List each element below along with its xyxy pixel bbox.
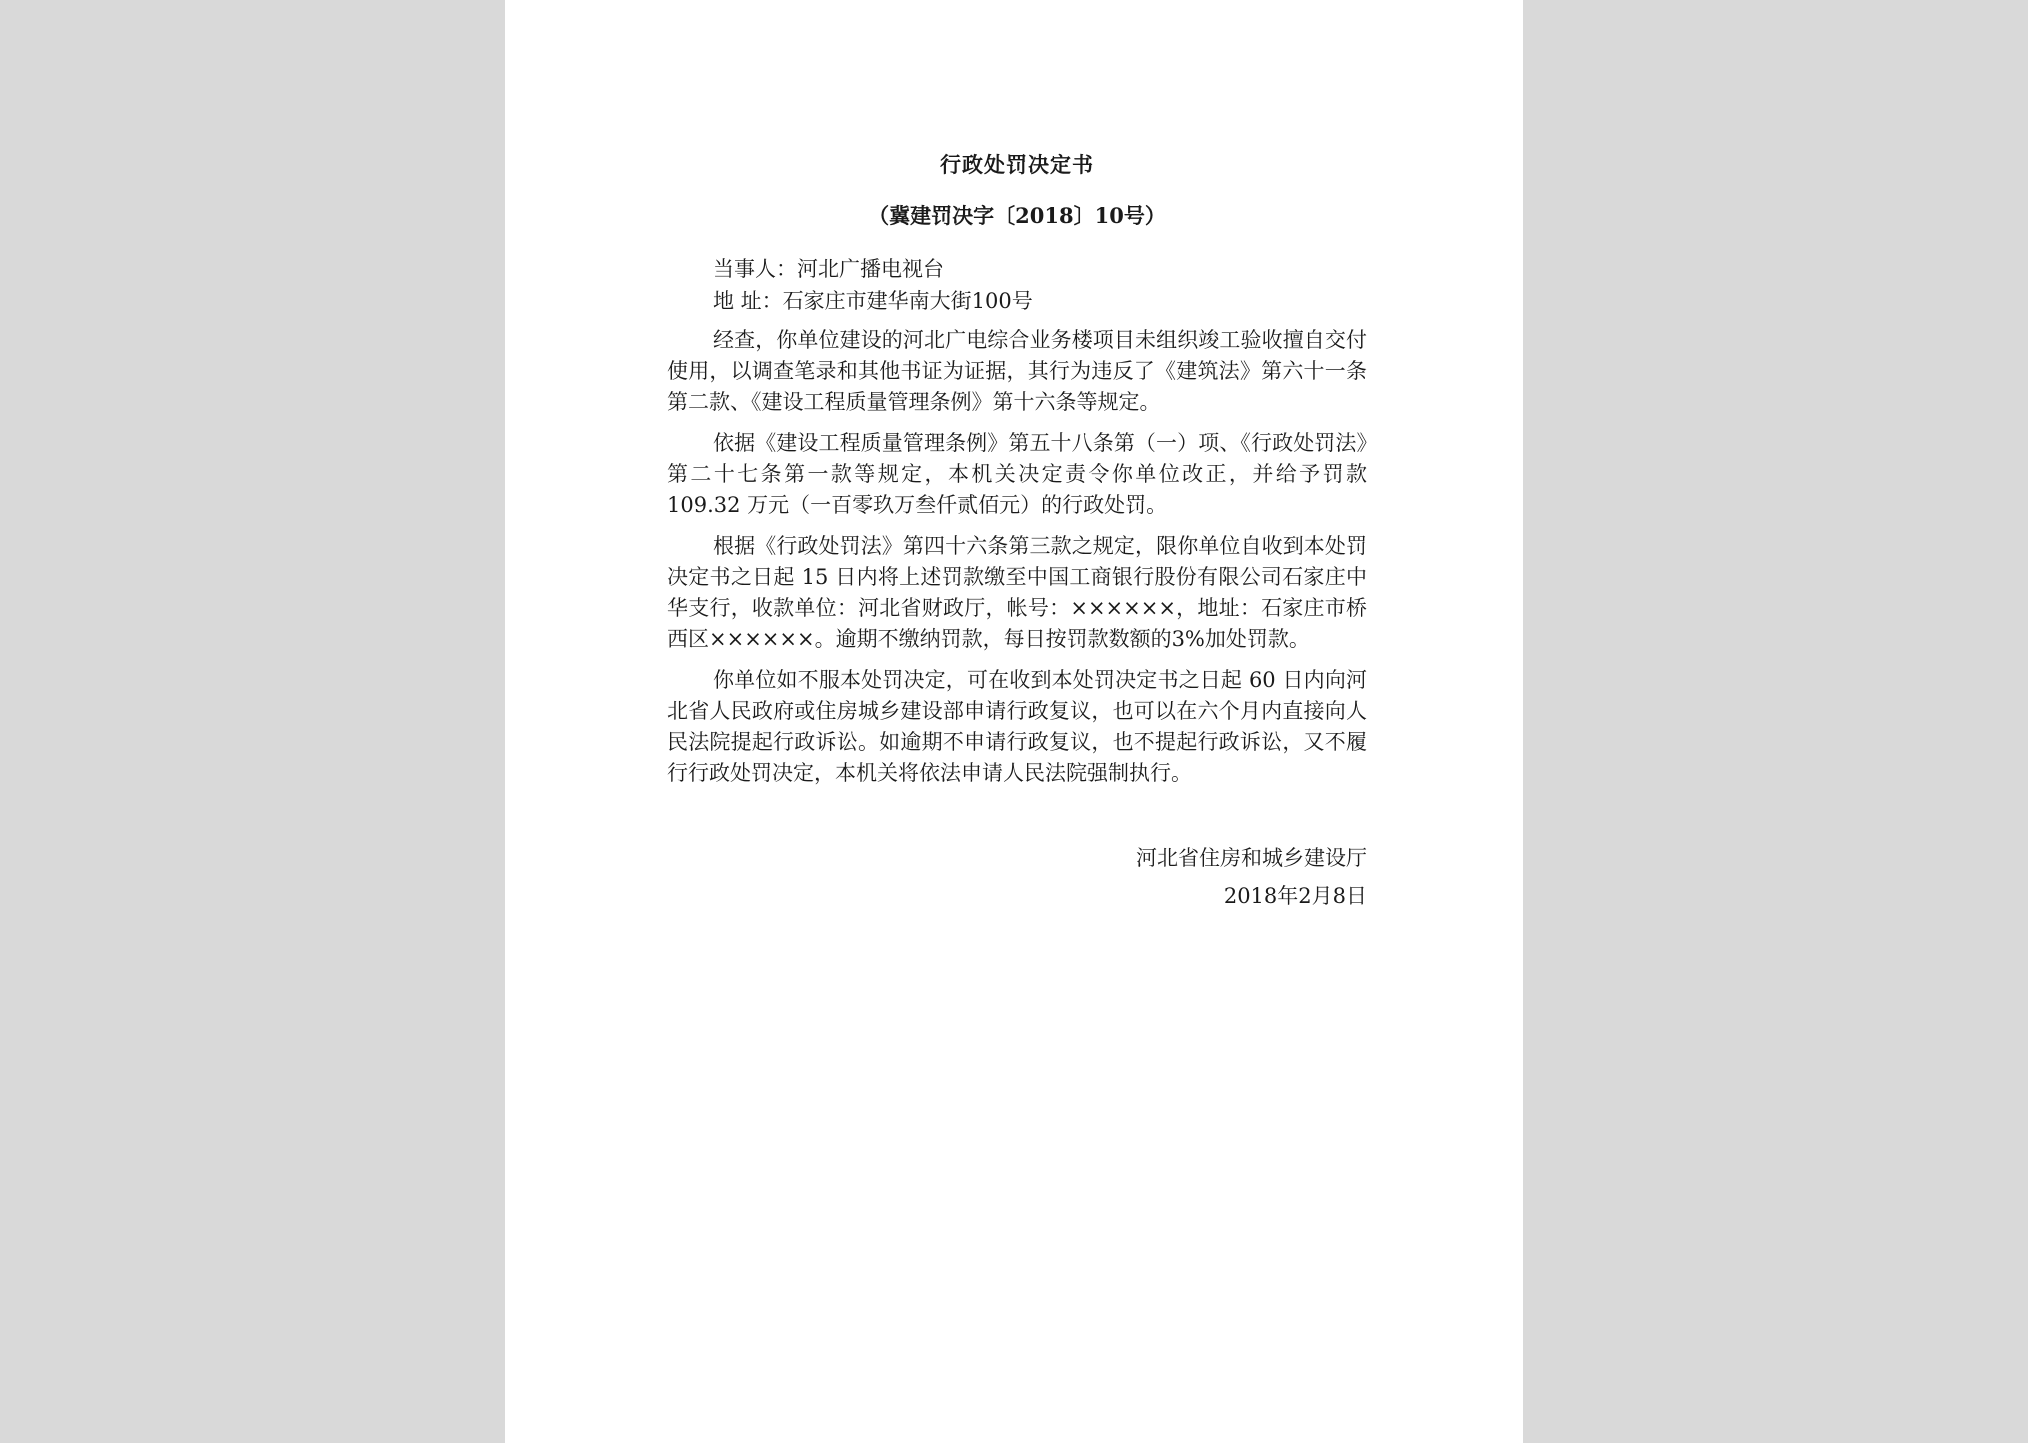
- payment-paragraph: 根据《行政处罚法》第四十六条第三款之规定，限你单位自收到本处罚决定书之日起 15 日内将上述罚款缴至中国工商银行股份有限公司石家庄中华支行，收款单位：河北省财政厅，帐号：××××××，地址：石家庄市桥西区××××××。逾期不缴纳罚款，每日按罚款数额的3%加处罚款。: [667, 534, 1367, 651]
- document-page: [505, 0, 1523, 1443]
- issue-date: 2018年2月8日: [1223, 884, 1367, 908]
- document-number: （冀建罚决字〔2018〕10号）: [868, 203, 1166, 228]
- appeal-paragraph: 你单位如不服本处罚决定，可在收到本处罚决定书之日起 60 日内向河北省人民政府或住房城乡建设部申请行政复议，也可以在六个月内直接向人民法院提起行政诉讼。如逾期不申请行政复议，也不提起行政诉讼，又不履行行政处罚决定，本机关将依法申请人民法院强制执行。: [667, 668, 1367, 785]
- address-line: 地 址：石家庄市建华南大街100号: [713, 289, 1033, 313]
- penalty-paragraph: 依据《建设工程质量管理条例》第五十八条第（一）项、《行政处罚法》第二十七条第一款等规定，本机关决定责令你单位改正，并给予罚款 109.32 万元（一百零玖万叁仟贰佰元）的行政处罚。: [667, 431, 1367, 517]
- findings-paragraph: 经查，你单位建设的河北广电综合业务楼项目未组织竣工验收擅自交付使用，以调查笔录和其他书证为证据，其行为违反了《建筑法》第六十一条第二款、《建设工程质量管理条例》第十六条等规定。: [667, 328, 1367, 414]
- party-line: 当事人：河北广播电视台: [713, 257, 944, 281]
- document-title: 行政处罚决定书: [940, 152, 1094, 177]
- issuer-signature: 河北省住房和城乡建设厅: [1136, 846, 1367, 870]
- document-content: [667, 148, 1367, 915]
